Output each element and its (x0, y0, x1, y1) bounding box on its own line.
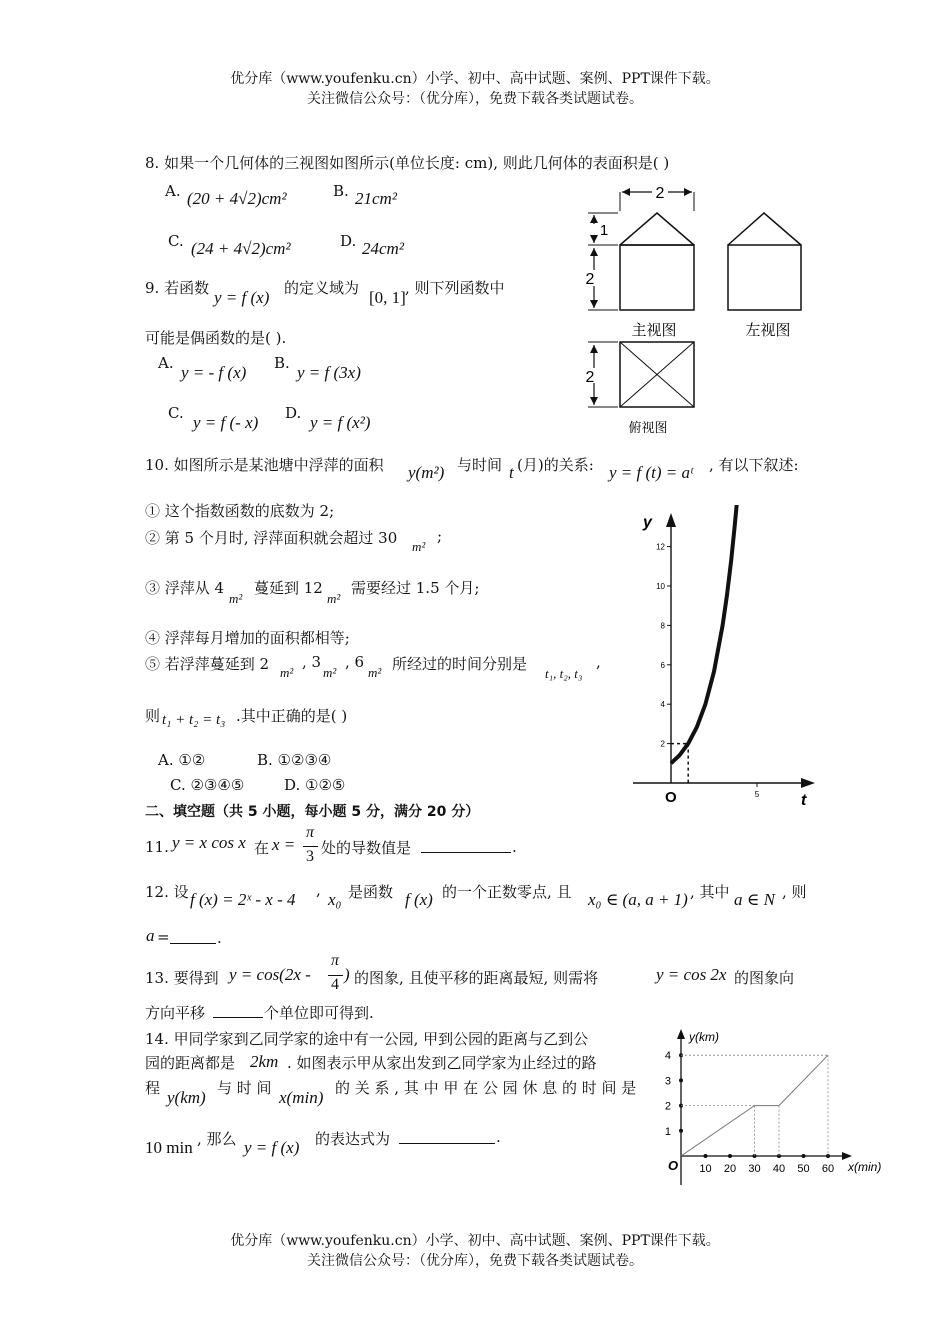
q11-fraction-bar (303, 846, 318, 847)
dim-wall-height: 2 (585, 271, 595, 288)
q8-option-c-label: C. (168, 232, 184, 250)
q12-part4: , 其中 (690, 883, 730, 901)
dist-x-tick-10 (704, 1154, 708, 1158)
dist-x-tick-label: 30 (748, 1163, 761, 1175)
q14-rest-time: 10 min (145, 1138, 193, 1157)
q13-func1: y = cos(2x - (229, 965, 311, 984)
q8-option-b: 21cm² (355, 189, 397, 208)
q10-then-question: .其中正确的是( ) (236, 707, 348, 725)
q10-stem-part3: (月)的关系: (517, 456, 594, 474)
dim-top-width: 2 (655, 185, 665, 202)
q9-function: y = f (x) (214, 288, 270, 307)
q14-line4-b: 的表达式为 (315, 1130, 391, 1148)
q8-option-a-label: A. (165, 182, 181, 200)
q10-s5-times: t₁, t₂, t₃ (545, 666, 583, 681)
q10-s3-mid: 蔓延到 12 (254, 579, 323, 597)
dist-x-tick-label: 20 (723, 1163, 737, 1175)
q13-four: 4 (331, 976, 339, 993)
left-view-wall (728, 245, 801, 310)
left-view-roof (728, 213, 801, 245)
q10-s3-unit1: m² (229, 591, 243, 606)
q10-s5-unit3: m² (368, 665, 382, 680)
dist-y-tick-label: 1 (664, 1125, 671, 1138)
dist-y-tick-label: 3 (664, 1075, 671, 1088)
dist-origin: O (668, 1158, 679, 1173)
dist-x-tick-label: 60 (821, 1163, 835, 1175)
q14-line3-c: 的 关 系 , 其 中 甲 在 公 园 休 息 的 时 间 是 (335, 1079, 637, 1097)
q10-statement-5: ⑤ 若浮萍蔓延到 2 (145, 655, 270, 673)
q12-part3: 的一个正数零点, 且 (442, 883, 572, 901)
q12-x0: x₀ (328, 890, 342, 909)
q10-option-d: D. ①②⑤ (284, 776, 346, 794)
q8-option-d-label: D. (340, 232, 357, 250)
q13-part3: 的图象向 (734, 969, 795, 987)
q14-function: y = f (x) (244, 1138, 300, 1157)
q12-end: . (217, 929, 222, 947)
q10-option-b: B. ①②③④ (257, 751, 332, 769)
dist-y-tick-label: 2 (664, 1100, 671, 1113)
q12-part5: , 则 (782, 883, 807, 901)
q9-option-a-label: A. (158, 354, 174, 372)
q10-s5-unit2: m² (323, 665, 337, 680)
q9-option-d-label: D. (285, 404, 302, 422)
q10-s2-end: ; (437, 527, 443, 545)
left-view-label: 左视图 (745, 321, 791, 339)
header-line-1: 优分库（www.youfenku.cn）小学、初中、高中试题、案例、PPT课件下载。 (230, 71, 720, 87)
q8-option-a: (20 + 4√2)cm² (187, 189, 287, 208)
q8-option-d: 24cm² (362, 239, 404, 258)
header-line-2: 关注微信公众号：（优分库），免费下载各类试题试卷。 (307, 91, 643, 107)
exp-y-tick-label: 6 (660, 660, 665, 670)
q10-option-c: C. ②③④⑤ (170, 776, 245, 794)
q12-answer-blank[interactable] (170, 929, 216, 944)
exp-x-tick-label: 5 (754, 790, 760, 799)
q9-stem-part2: 的定义域为 (284, 279, 360, 297)
q14-distance: 2km (250, 1052, 279, 1071)
q10-stem-part4: , 有以下叙述: (709, 456, 799, 474)
q13-line2-b: 个单位即可得到. (264, 1004, 374, 1022)
q13-part2: 的图象, 且使平移的距离最短, 则需将 (354, 969, 599, 987)
dist-x-label: x(min) (848, 1160, 882, 1174)
front-view-wall (620, 245, 694, 310)
q9-stem-line2: 可能是偶函数的是( ). (145, 329, 287, 347)
q10-statement-3: ③ 浮萍从 4 (145, 579, 225, 597)
q9-option-d: y = f (x²) (310, 413, 371, 432)
q13-line2-a: 方向平移 (145, 1004, 206, 1022)
dist-x-tick-label: 50 (797, 1163, 810, 1175)
q10-area-unit: y(m²) (408, 463, 445, 482)
q9-domain: [0, 1] (369, 288, 406, 307)
q10-s3-unit2: m² (327, 591, 341, 606)
q13-pi: π (331, 952, 340, 969)
exp-y-tick-label: 10 (656, 582, 665, 591)
section-2-title: 二、填空题（共 5 小题，每小题 5 分，满分 20 分） (145, 804, 480, 820)
footer-line-1: 优分库（www.youfenku.cn）小学、初中、高中试题、案例、PPT课件下载。 (230, 1233, 720, 1249)
q10-option-a: A. ①② (158, 751, 206, 769)
three-view-figure (580, 178, 820, 443)
q13-answer-blank[interactable] (213, 1003, 263, 1018)
q10-then-formula: t₁ + t₂ = t₃ (162, 712, 226, 728)
footer-line-2: 关注微信公众号：（优分库），免费下载各类试题试卷。 (307, 1253, 643, 1269)
dist-x-tick-50 (802, 1154, 806, 1158)
q12-condition: x₀ ∈ (a, a + 1) (588, 890, 688, 909)
dist-y-tick-label: 4 (664, 1050, 671, 1063)
q14-line2-b: . 如图表示甲从家出发到乙同学家为止经过的路 (287, 1054, 597, 1072)
q11-tail: 处的导数值是 (321, 839, 412, 857)
q11-end: . (512, 838, 517, 856)
q10-formula: y = f (t) = aᵗ (609, 463, 693, 482)
dist-y-tick-3 (679, 1078, 683, 1082)
q14-line3-a: 程 (145, 1079, 161, 1097)
q12-part2: 是函数 (348, 883, 394, 901)
q10-then: 则 (145, 707, 161, 725)
q11-pi: π (306, 824, 315, 841)
q12-eq: = (157, 928, 170, 946)
exp-curve (671, 505, 737, 763)
q10-stem-part2: 与时间 (457, 456, 503, 474)
distance-chart (660, 1025, 895, 1190)
dist-x-tick-label: 40 (772, 1163, 786, 1175)
q13-func1-close: ) (344, 965, 350, 984)
exp-y-tick-label: 12 (656, 542, 665, 552)
q11-num: 11. (145, 838, 169, 856)
exp-chart (625, 505, 820, 810)
q8-option-c: (24 + 4√2)cm² (191, 239, 291, 258)
q14-line3-b: 与 时 间 (217, 1079, 272, 1097)
q11-function: y = x cos x (172, 833, 246, 852)
q9-stem-part1: 9. 若函数 (145, 279, 210, 297)
dist-y-label: y(km) (689, 1030, 719, 1044)
q13-func2: y = cos 2x (656, 965, 727, 984)
q12-function: f (x) = 2ˣ - x - 4 (190, 890, 296, 909)
front-view-label: 主视图 (631, 321, 677, 339)
q14-y-km: y(km) (167, 1088, 206, 1107)
q11-at: 在 (254, 839, 270, 857)
q9-option-c-label: C. (168, 404, 184, 422)
q11-answer-blank[interactable] (421, 838, 511, 853)
q14-answer-blank[interactable] (399, 1129, 495, 1144)
q14-line4-a: , 那么 (197, 1130, 237, 1148)
q10-s5-f: , (596, 653, 601, 671)
q11-x-eq: x = (272, 835, 296, 854)
q10-s2-unit: m² (412, 539, 426, 554)
q10-s3-end: 需要经过 1.5 个月; (351, 579, 480, 597)
exp-y-tick-label: 4 (660, 700, 665, 710)
front-view-roof (620, 213, 694, 245)
q12-fx: f (x) (405, 890, 433, 909)
q11-three: 3 (306, 848, 314, 865)
exp-x-label: t (801, 792, 807, 809)
q12-a: a (146, 926, 155, 945)
q12-part1: 12. 设 (145, 883, 189, 901)
dist-x-tick-20 (728, 1154, 732, 1158)
q14-line1: 14. 甲同学家到乙同学家的途中有一公园, 甲到公园的距离与乙到公 (145, 1030, 589, 1048)
q10-statement-1: ① 这个指数函数的底数为 2; (145, 502, 335, 520)
q12-comma: , (316, 881, 321, 899)
q12-a-in-n: a ∈ N (734, 890, 775, 909)
q10-statement-4: ④ 浮萍每月增加的面积都相等; (145, 629, 350, 647)
q10-s5-b: , 3 (302, 653, 322, 671)
q14-line2-a: 园的距离都是 (145, 1054, 236, 1072)
q10-time-var: t (509, 463, 514, 482)
dist-series-line (681, 1055, 828, 1156)
q10-statement-2: ② 第 5 个月时, 浮萍面积就会超过 30 (145, 529, 398, 547)
q14-end: . (496, 1128, 501, 1146)
q10-s5-c: , 6 (345, 653, 365, 671)
dim-roof-height: 1 (599, 222, 609, 239)
q10-s5-unit1: m² (280, 665, 294, 680)
q9-option-b: y = f (3x) (297, 363, 361, 382)
q13-part1: 13. 要得到 (145, 969, 219, 987)
dim-top-view-height: 2 (585, 369, 595, 386)
exp-origin: O (665, 789, 677, 806)
q8-stem: 8. 如果一个几何体的三视图如图所示(单位长度: cm), 则此几何体的表面积是( ) (145, 154, 670, 172)
q9-option-a: y = - f (x) (181, 363, 247, 382)
dist-x-tick-label: 10 (699, 1163, 712, 1175)
q10-s5-d: 所经过的时间分别是 (392, 655, 528, 673)
dist-y-tick-1 (679, 1129, 683, 1133)
q9-stem-part3: , 则下列函数中 (405, 279, 505, 297)
q10-stem-part1: 10. 如图所示是某池塘中浮萍的面积 (145, 456, 384, 474)
exp-y-tick-label: 2 (660, 739, 665, 749)
q9-option-b-label: B. (274, 354, 290, 372)
top-view-label: 俯视图 (628, 421, 668, 436)
exp-y-tick-label: 8 (660, 621, 665, 631)
exp-y-label: y (643, 514, 652, 531)
q9-option-c: y = f (- x) (193, 413, 259, 432)
q8-option-b-label: B. (333, 182, 349, 200)
q14-x-min: x(min) (279, 1088, 324, 1107)
